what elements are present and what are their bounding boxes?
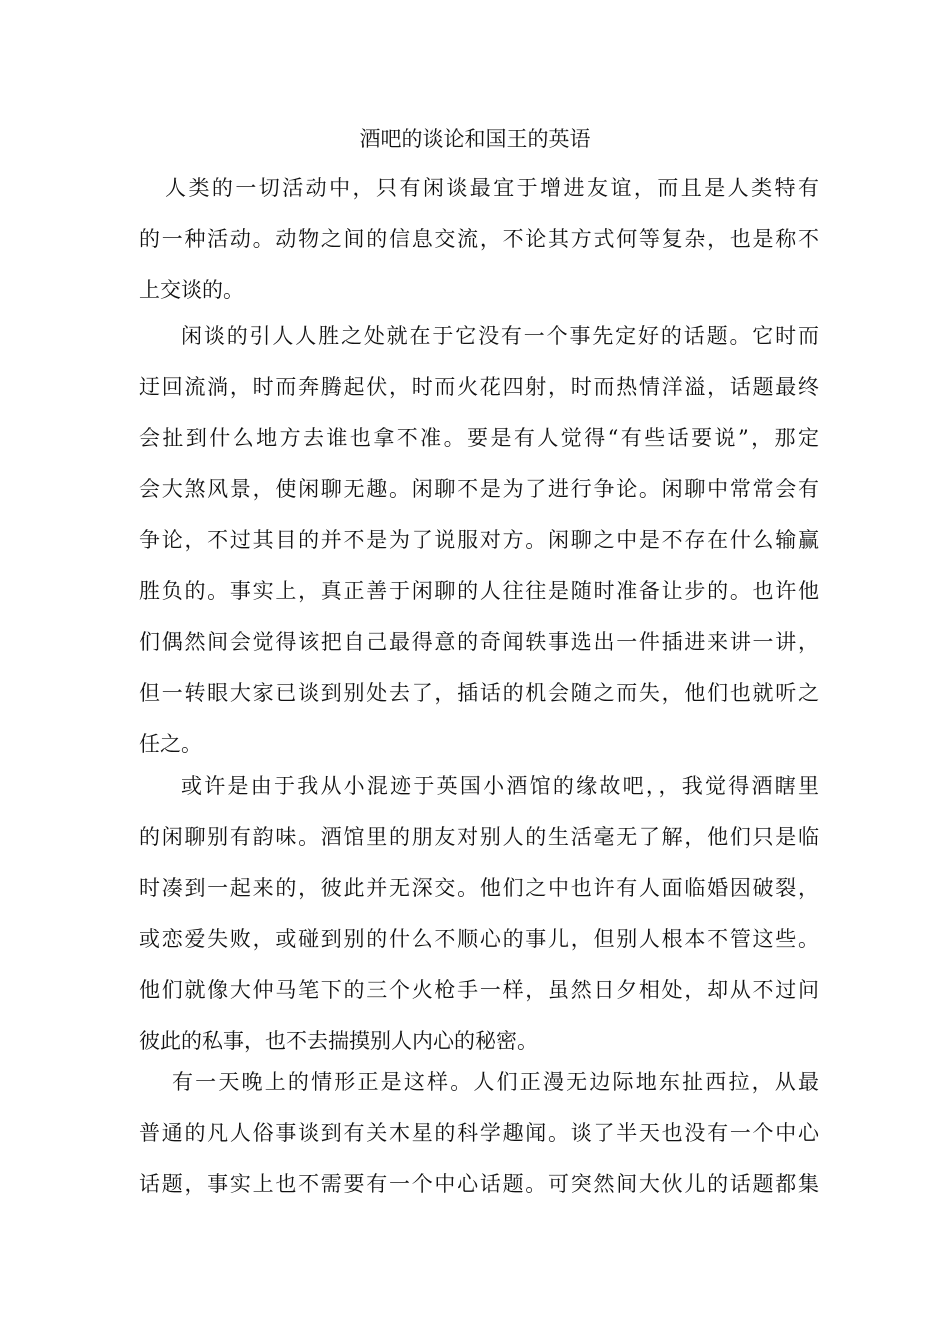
paragraph-line: 但一转眼大家已谈到别处去了，插话的机会随之而失，他们也就听之 (139, 681, 819, 705)
paragraph-line: 人类的一切活动中，只有闲谈最宜于增进友谊，而且是人类特有 (165, 176, 819, 200)
paragraph-line: 他们就像大仲马笔下的三个火枪手一样，虽然日夕相处，却从不过问 (139, 978, 819, 1002)
paragraph-line: 或许是由于我从小混迹于英国小酒馆的缘故吧，，我觉得酒瞎里 (181, 774, 819, 798)
paragraph-3 (139, 761, 819, 1067)
paragraph-line: 任之。 (139, 732, 202, 756)
paragraph-2 (139, 311, 819, 770)
paragraph-line: 上交谈的。 (139, 278, 244, 302)
paragraph-line: 争论，不过其目的并不是为了说服对方。闲聊之中是不存在什么输赢 (139, 528, 819, 552)
paragraph-line: 胜负的。事实上，真正善于闲聊的人往往是随时准备让步的。也许他 (139, 579, 819, 603)
paragraph-line: 彼此的私事，也不去揣摸别人内心的秘密。 (139, 1029, 538, 1053)
paragraph-line: 们偶然间会觉得该把自己最得意的奇闻轶事选出一件插进来讲一讲， (139, 630, 819, 654)
paragraph-line: 的闲聊别有韵味。酒馆里的朋友对别人的生活毫无了解，他们只是临 (139, 825, 819, 849)
paragraph-line: 会扯到什么地方去谁也拿不准。要是有人觉得“有些话要说”，那定 (139, 426, 819, 450)
paragraph-line: 有一天晚上的情形正是这样。人们正漫无边际地东扯西拉，从最 (172, 1070, 819, 1094)
document-title: 酒吧的谈论和国王的英语 (359, 127, 591, 151)
paragraph-line: 的一种活动。动物之间的信息交流，不论其方式何等复杂，也是称不 (139, 227, 819, 251)
paragraph-line: 迂回流淌，时而奔腾起伏，时而火花四射，时而热情洋溢，话题最终 (139, 375, 819, 399)
paragraph-1 (139, 163, 819, 316)
paragraph-line: 话题，事实上也不需要有一个中心话题。可突然间大伙儿的话题都集 (139, 1172, 819, 1196)
paragraph-4 (139, 1057, 819, 1210)
paragraph-line: 普通的凡人俗事谈到有关木星的科学趣闻。谈了半天也没有一个中心 (139, 1121, 819, 1145)
paragraph-line: 时凑到一起来的，彼此并无深交。他们之中也许有人面临婚因破裂， (139, 876, 819, 900)
paragraph-line: 或恋爱失败，或碰到别的什么不顺心的事儿，但别人根本不管这些。 (139, 927, 819, 951)
paragraph-line: 会大煞风景，使闲聊无趣。闲聊不是为了进行争论。闲聊中常常会有 (139, 477, 819, 501)
paragraph-line: 闲谈的引人人胜之处就在于它没有一个事先定好的话题。它时而 (181, 324, 819, 348)
